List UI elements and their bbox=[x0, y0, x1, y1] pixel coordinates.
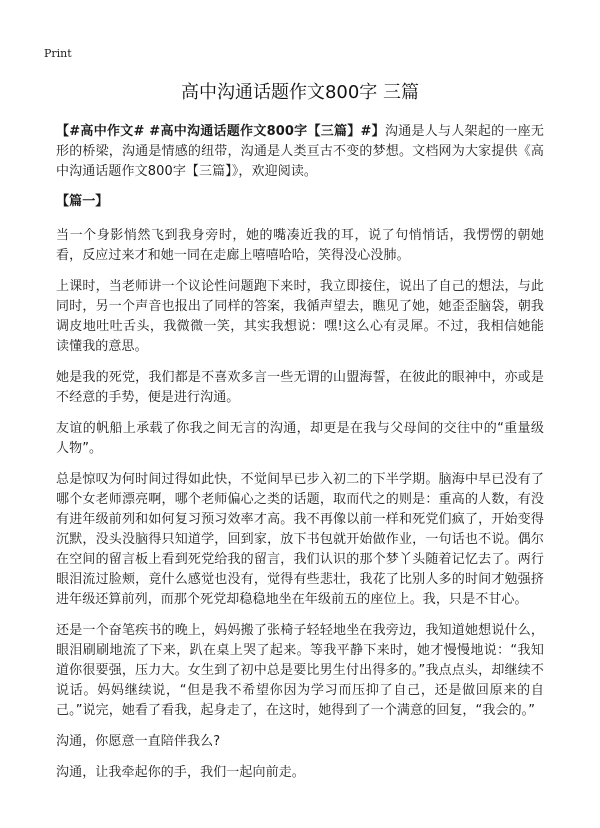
page-title: 高中沟通话题作文800字 三篇 bbox=[180, 82, 420, 103]
paragraph: 沟通，你愿意一直陪伴我么? bbox=[56, 734, 221, 749]
article-body bbox=[56, 122, 544, 794]
intro-paragraph bbox=[56, 122, 544, 182]
paragraph: 还是一个奋笔疾书的晚上，妈妈搬了张椅子轻轻地坐在我旁边，我知道她想说什么，眼泪刷刷地流了下来，趴在桌上哭了起来。等我平静下来时，她才慢慢地说：“我知道你很要强，压力大。女生到了初中总是要比男生付出得多的。”我点点头，却继续不说话。妈妈继续说，“但是我不希望你因为学习而压抑了自己，还是做回原来的自己。”说完，她看了看我，起身走了，在这时，她得到了一个满意的回复，“我会的。” bbox=[56, 623, 544, 718]
paragraph: 总是惊叹为何时间过得如此快，不觉间早已步入初二的下半学期。脑海中早已没有了哪个女老师漂亮啊，哪个老师偏心之类的话题，取而代之的则是：重高的人数，有没有进年级前列和如何复习预习效率才高。我不再像以前一样和死党们疯了，开始变得沉默，没头没脑得只知道学，回到家，放下书包就开始做作业，一句话也不说。偶尔在空间的留言板上看到死党给我的留言，我们认识的那个梦丫头随着记忆去了。两行眼泪流过脸颊，竟什么感觉也没有，觉得有些悲壮，我花了比别人多的时间才勉强挤进年级还算前列，而那个死党却稳稳地坐在年级前五的座位上。我，只是不甘心。 bbox=[56, 472, 544, 607]
intro-text: 沟通是人与人架起的一座无形的桥梁，沟通是情感的纽带，沟通是人类亘古不变的梦想。文档网为大家提供《高中沟通话题作文800字【三篇】》，欢迎阅读。 bbox=[56, 124, 544, 179]
intro-tag: 【#高中作文# #高中沟通话题作文800字【三篇】#】 bbox=[56, 124, 385, 139]
paragraph: 上课时，当老师讲一个议论性问题跑下来时，我立即接住，说出了自己的想法，与此同时，另一个声音也报出了同样的答案，我循声望去，瞧见了她，她歪歪脑袋，朝我调皮地吐吐舌头，我微微一笑，其实我想说：嘿!这么心有灵犀。不过，我相信她能读懂我的意思。 bbox=[56, 279, 544, 354]
paragraph: 她是我的死党，我们都是不喜欢多言一些无谓的山盟海誓，在彼此的眼神中，亦或是不经意的手势，便是进行沟通。 bbox=[56, 370, 544, 405]
paragraph: 沟通，让我牵起你的手，我们一起向前走。 bbox=[56, 765, 305, 780]
section-heading: 【篇一】 bbox=[56, 194, 109, 209]
paragraph: 友谊的帆船上承载了你我之间无言的沟通，却更是在我与父母间的交往中的“重量级人物”。 bbox=[56, 421, 544, 456]
print-link[interactable]: Print bbox=[44, 47, 72, 60]
paragraph: 当一个身影悄然飞到我身旁时，她的嘴凑近我的耳，说了句悄悄话，我愣愣的朝她看，反应过来才和她一同在走廊上嘻嘻哈哈，笑得没心没肺。 bbox=[56, 228, 544, 263]
